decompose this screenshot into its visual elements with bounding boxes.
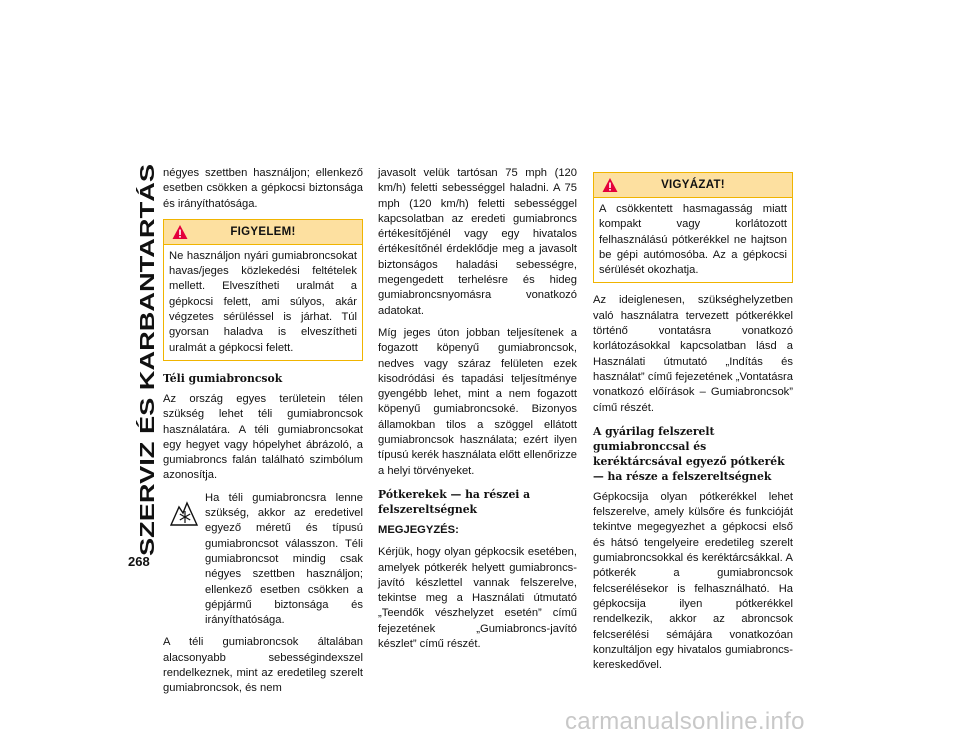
section-side-title bbox=[128, 162, 164, 558]
side-title-text: SZERVIZ ÉS KARBANTARTÁS bbox=[136, 260, 159, 556]
column-1 bbox=[163, 166, 363, 704]
snowflake-paragraph-block bbox=[163, 491, 363, 629]
paragraph: Az ideiglenesen, szükséghelyzetben való használatra tervezett pótkerékkel történő vontatásra vonatkozó korlátozásokkal kapcsolatban lásd a Használati útmutató „Indítás és használat” című fejezetének „Vontatásra vonatkozó előírások – Gumiabroncsok” című részét. bbox=[593, 294, 793, 414]
paragraph: A téli gumiabroncsok általában alacsonyabb sebességindexszel rendelkeznek, mint az eredetileg szerelt gumiabroncsok, és nem bbox=[163, 636, 363, 695]
page-number: 268 bbox=[128, 554, 150, 569]
paragraph: Az ország egyes területein télen szükség lehet téli gumiabroncsok használatára. A téli gumiabroncsokat egy hegyet vagy hópelyhet ábrázoló, a gumiabroncs falán található szimbólum azonosítja. bbox=[163, 392, 363, 482]
warning-body: A csökkentett hasmagasság miatt kompakt vagy korlátozott felhasználású pótkerékkel ne hajtson be gépi autómosóba. Az a gépkocsi sérülését okozhatja. bbox=[599, 203, 787, 277]
paragraph: javasolt velük tartósan 75 mph (120 km/h) feletti sebességgel haladni. A 75 mph (120 km/h) feletti sebességgel kapcsolatban az eredeti gumiabroncs értékesítőjénél vagy egy hivatalos értékesítőnél érdeklődje meg a javasolt biztonságos haladási sebességre, megengedett terhelésre és hideg gumiabroncsnyomásra vonatkozó adatokat. bbox=[378, 167, 577, 317]
warning-box-figyelem bbox=[163, 219, 363, 361]
column-3 bbox=[593, 166, 793, 680]
warning-title: FIGYELEM! bbox=[230, 225, 296, 238]
warning-box-vigyazat bbox=[593, 172, 793, 283]
column-2 bbox=[378, 166, 577, 659]
warning-body: Ne használjon nyári gumiabroncsokat havas/jeges közlekedési feltételek mellett. Elveszítheti uralmát a gépkocsi felett, ami súlyos, akár végzetes sérüléssel is járhat. Túl gyorsan haladva is elveszítheti uralmát a gépkocsi felett. bbox=[169, 249, 357, 354]
mountain-snowflake-icon bbox=[169, 499, 199, 527]
warning-header bbox=[594, 173, 792, 198]
paragraph: négyes szettben használjon; ellenkező esetben csökken a gépkocsi biztonsága és irányíthatósága. bbox=[163, 167, 363, 210]
paragraph: Míg jeges úton jobban teljesítenek a fogazott köpenyű gumiabroncsok, nedves vagy száraz felületen ezek kisodródási és tapadási teljesítménye gyengébb lehet, mint a nem fogazott köpenyű gumiabroncsoké. Bizonyos államokban tilos a szöggel ellátott gumiabroncsok használata; ezért ilyen típusú kerék használata előtt ellenőrizze a helyi törvényeket. bbox=[378, 326, 578, 477]
section-heading: Téli gumiabroncsok bbox=[163, 371, 283, 385]
warning-title: VIGYÁZAT! bbox=[661, 179, 725, 191]
note-label: MEGJEGYZÉS: bbox=[378, 523, 459, 536]
paragraph: Gépkocsija olyan pótkerékkel lehet felszerelve, amely külsőre és funkcióját tekintve megegyezhet a gépkocsi első és hátsó tengelyeire eredetileg szerelt gumiabroncsokkal és keréktárcsákkal. A pótkerék a gumiabroncsok felcserélésekor is felhasználható. Ha gépkocsija ilyen pótkerékkel rendelkezik, akkor az abroncsok felcserélési sémájára vonatkozóan konzultáljon egy hivatalos gumiabroncs-kereskedővel. bbox=[593, 490, 793, 672]
side-title-svg bbox=[128, 162, 164, 558]
section-heading: Pótkerekek — ha részei a felszereltségnek bbox=[378, 487, 531, 516]
paragraph: Ha téli gumiabroncsra lenne szükség, akkor az eredetivel egyező méretű és típusú gumiabroncsot válasszon. Téli gumiabroncsot mindig csak négyes szettben használjon; ellenkező esetben csökken a gépjármű biztonsága és irányíthatósága. bbox=[205, 491, 363, 627]
section-heading: A gyárilag felszerelt gumiabronccsal és keréktárcsával egyező pótkerék — ha része a felszereltségnek bbox=[593, 424, 785, 483]
warning-header bbox=[164, 220, 362, 245]
watermark: carmanualsonline.info bbox=[565, 708, 805, 735]
note-paragraph: Kérjük, hogy olyan gépkocsik esetében, amelyek pótkerék helyett gumiabroncs-javító készlettel vannak felszerelve, tekintse meg a Használati útmutató „Teendők vészhelyzet esetén” című fejezetének „Gumiabroncs-javító készlet” című részét. bbox=[378, 546, 577, 651]
